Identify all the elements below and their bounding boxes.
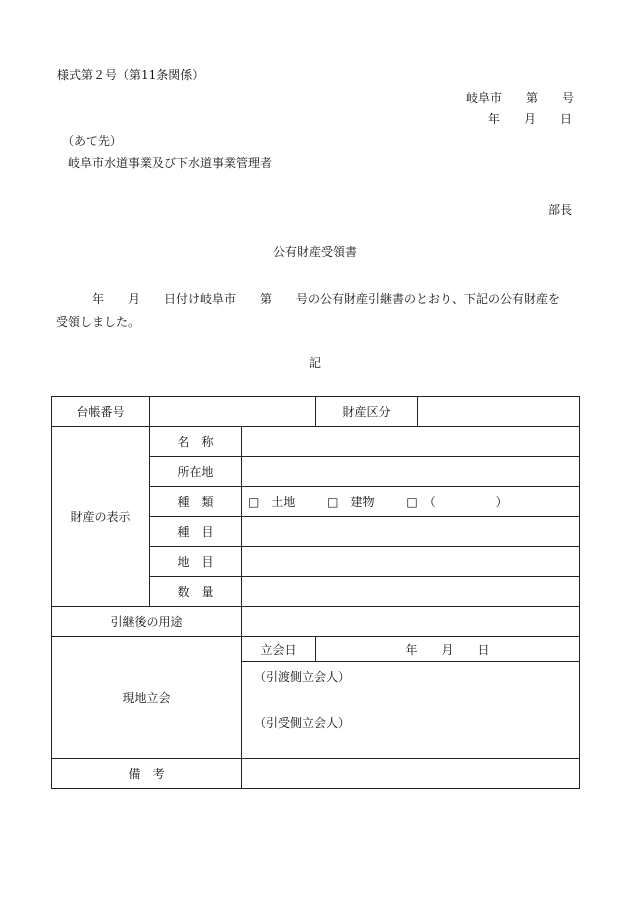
witness-date-value[interactable]: 年 月 日 [316,637,580,662]
quantity-field[interactable] [242,577,580,607]
property-category-field[interactable] [418,397,580,427]
witness-date-label: 立会日 [242,637,316,662]
type-label: 種 類 [150,487,242,517]
to-label: （あて先） [62,134,123,148]
usage-after-transfer-field[interactable] [242,607,580,637]
location-label: 所在地 [150,457,242,487]
document-title: 公有財産受領書 [272,245,357,259]
ledger-number-field[interactable] [150,397,316,427]
issuer-line: 岐阜市 第 号 [465,91,574,105]
remarks-field[interactable] [242,759,580,789]
type-options [242,487,580,517]
remarks-label: 備 考 [52,759,242,789]
issue-date-line: 年 月 日 [487,112,572,126]
addressee: 岐阜市水道事業及び下水道事業管理者 [68,156,273,170]
quantity-label: 数 量 [150,577,242,607]
type-option-land[interactable]: □ 土地 [248,495,296,509]
receiver-witness-label: （引受側立会人） [254,716,351,730]
category-field[interactable] [242,517,580,547]
onsite-witness-label: 現地立会 [52,637,242,759]
land-category-field[interactable] [242,547,580,577]
usage-after-transfer-label: 引継後の用途 [52,607,242,637]
table-row [52,607,580,637]
body-text [56,288,578,334]
name-field[interactable] [242,427,580,457]
property-form-table [51,396,580,789]
name-label: 名 称 [150,427,242,457]
property-display-label: 財産の表示 [52,427,150,607]
ki-heading: 記 [308,356,321,370]
ledger-number-label: 台帳番号 [52,397,150,427]
table-row [52,427,580,457]
property-category-label: 財産区分 [316,397,418,427]
signer: 部長 [547,203,572,217]
type-option-building[interactable]: □ 建物 [327,495,375,509]
body-line-2: 受領しました。 [56,315,141,329]
type-option-other[interactable]: □ （ ） [406,495,508,509]
form-number: 様式第２号（第11条関係） [57,68,205,82]
body-line-1: 年 月 日付け岐阜市 第 号の公有財産引継書のとおり、下記の公有財産を [92,292,561,306]
table-row [52,397,580,427]
transferor-witness-label: （引渡側立会人） [254,670,351,684]
location-field[interactable] [242,457,580,487]
land-category-label: 地 目 [150,547,242,577]
category-label: 種 目 [150,517,242,547]
table-row [52,759,580,789]
witness-names-field[interactable] [242,662,580,759]
table-row [52,637,580,662]
